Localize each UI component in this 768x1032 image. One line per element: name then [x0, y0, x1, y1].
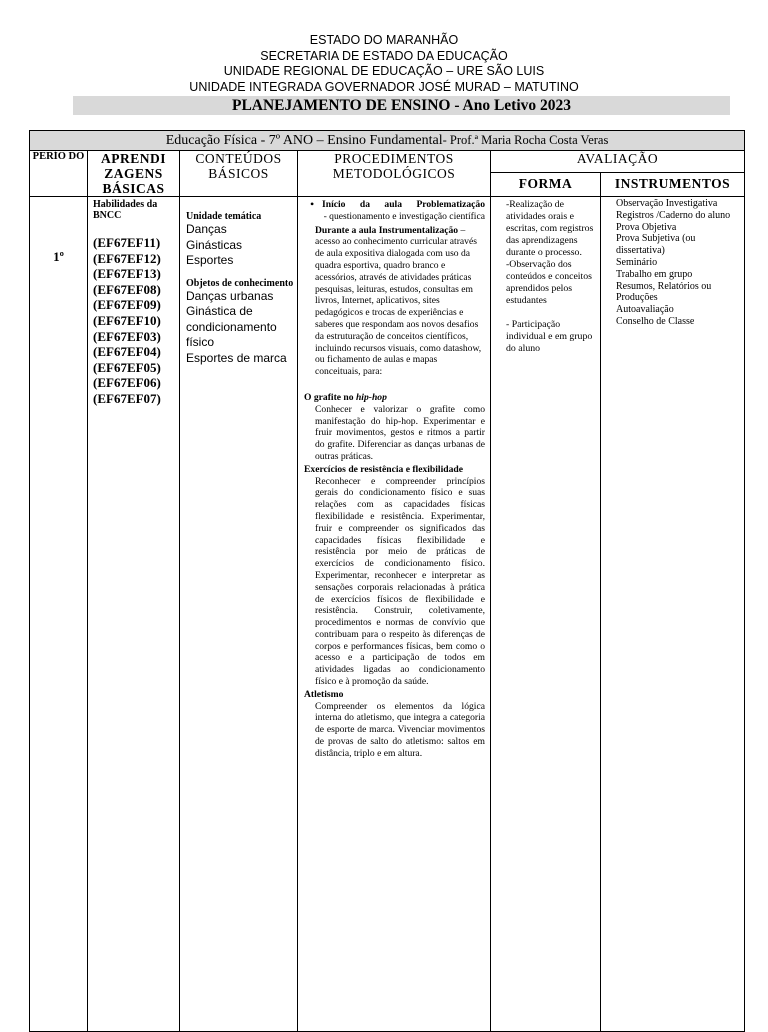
header-secretaria: SECRETARIA DE ESTADO DA EDUCAÇÃO [260, 49, 508, 63]
instrumento-item: Autoavaliação [616, 304, 674, 316]
col-procedimentos: PROCEDIMENTOS METODOLÓGICOS [298, 151, 491, 197]
objeto-item: Ginástica de condicionamento físico [186, 304, 277, 349]
instrumento-item: Seminário [616, 256, 658, 268]
forma-item: - Participação individual e em grupo do aluno [506, 319, 593, 354]
unidade-item: Danças [186, 222, 227, 236]
objetos-label: Objetos de conhecimento [186, 277, 294, 289]
forma-item: -Realização de atividades orais e escritas, com registros das aprendizagens durante o processo. [506, 199, 594, 258]
habilidade-code: (EF67EF11) [93, 235, 161, 250]
habilidade-code: (EF67EF13) [93, 266, 161, 282]
grafite-heading: O grafite no hip-hop [304, 391, 387, 403]
teacher-name: - Prof.ª Maria Rocha Costa Veras [442, 133, 609, 147]
exercicios-text: Reconhecer e compreender princípios gerais do condicionamento físico e suas relações com as capacidades físicas flexibilidade e resistência. Experimentar, fruir e compreender os significados das capacidades físicas flexibilidade e resistência por meio de práticas de exercícios de condicionamento físico. Experimentar, reconhecer e interpretar as sensações corporais relacionadas à prática de exercícios físicos de flexibilidade e resistência. Construir, coletivamente, procedimentos e normas de convívio que contribuam para o respeito às diferenças de corpos e performances físicas, bem como o acesso e a participação de todos em atividades ligadas ao condicionamento físico e à promoção da saúde. [315, 475, 485, 688]
habilidades-list [93, 235, 179, 407]
habilidade-code: (EF67EF07) [93, 390, 161, 406]
atletismo-heading: Atletismo [304, 688, 344, 700]
habilidade-code: (EF67EF03) [93, 328, 161, 344]
instrumento-item: Conselho de Classe [616, 315, 695, 327]
objeto-item: Danças urbanas [186, 288, 274, 303]
habilidade-code: (EF67EF04) [93, 344, 161, 360]
objeto-item: Esportes de marca [186, 350, 287, 365]
habilidade-code: (EF67EF08) [93, 281, 161, 297]
instrumento-item: Prova Objetiva [616, 221, 677, 233]
habilidade-code: (EF67EF09) [93, 297, 161, 313]
header-escola: UNIDADE INTEGRADA GOVERNADOR JOSÉ MURAD – MATUTINO [189, 80, 579, 94]
durante-aula-block [304, 225, 485, 378]
periodo-value: 1º [30, 197, 88, 1032]
col-periodo: PERÍO DO [30, 151, 88, 197]
subject-title: Educação Física - 7º ANO – Ensino Fundamental [165, 133, 443, 148]
grafite-text: Conhecer e valorizar o grafite como manifestação do hip-hop. Experimentar e fruir movimentos, gestos e ritmos a partir do grafite. Diferenciar as danças urbanas de outras práticas. [315, 403, 485, 462]
habilidade-code: (EF67EF12) [93, 250, 161, 266]
instrumentos-cell [601, 197, 745, 1032]
instrumento-item: Trabalho em grupo [616, 268, 693, 280]
forma-cell [491, 197, 601, 1032]
habilidade-code: (EF67EF10) [93, 312, 161, 328]
header-state: ESTADO DO MARANHÃO [309, 33, 459, 47]
habilidades-label: Habilidades da BNCC [93, 199, 158, 221]
atletismo-text: Compreender os elementos da lógica interna do atletismo, que integra a categoria de esporte de marca. Vivenciar movimentos de provas de salto do atletismo: saltos em distância, triplo e em altura. [315, 700, 485, 759]
unidade-item: Esportes [186, 253, 234, 267]
habilidade-code: (EF67EF06) [93, 375, 161, 391]
habilidade-code: (EF67EF05) [93, 359, 161, 375]
unidade-tematica-label: Unidade temática [186, 211, 262, 222]
inicio-text: - questionamento e investigação científica [323, 210, 485, 222]
instrumento-item: Registros /Caderno do aluno [616, 209, 731, 221]
unidade-item: Ginásticas [186, 237, 243, 252]
forma-item: -Observação dos conteúdos e conceitos aprendidos pelos estudantes [506, 259, 592, 306]
procedimentos-cell [298, 197, 491, 1032]
col-conteudos: CONTEÚDOS BÁSICOS [180, 151, 298, 197]
col-avaliacao: AVALIAÇÃO [491, 151, 745, 173]
col-instrumentos: INSTRUMENTOS [601, 172, 745, 196]
col-forma: FORMA [491, 172, 601, 196]
conteudos-cell [180, 197, 298, 1032]
durante-text: – acesso ao conhecimento curricular através de aula expositiva dialogada com uso da quadra esportiva, quadro branco e acessórios, através de atividades práticas pesquisas, leituras, estudos, consultas em livros, Internet, aplicativos, sites pedagógicos e trocas de experiências e saberes que respondam aos novos desafios da estruturação de conceitos científicos, incluindo recursos visuais, como datashow, ou fichamento de aulas e mapas conceituais, para: [315, 224, 482, 378]
aprendizagens-cell [88, 197, 180, 1032]
inicio-label: • Início da aula Problematização [322, 199, 485, 210]
exercicios-heading: Exercícios de resistência e flexibilidade [304, 463, 463, 475]
durante-label: Durante a aula Instrumentalização [315, 224, 459, 236]
plan-title: PLANEJAMENTO DE ENSINO - Ano Letivo 2023 [73, 96, 730, 115]
instrumento-item: Prova Subjetiva (ou dissertativa) [616, 233, 696, 257]
col-aprendizagens: APRENDI ZAGENS BÁSICAS [88, 151, 180, 197]
inicio-aula-block [304, 199, 485, 223]
header-unidade-regional: UNIDADE REGIONAL DE EDUCAÇÃO – URE SÃO LUIS [223, 64, 545, 78]
instrumento-item: Observação Investigativa [616, 198, 718, 209]
instrumento-item: Resumos, Relatórios ou Produções [616, 280, 712, 304]
planning-table [29, 130, 745, 1032]
subject-banner [30, 131, 745, 151]
